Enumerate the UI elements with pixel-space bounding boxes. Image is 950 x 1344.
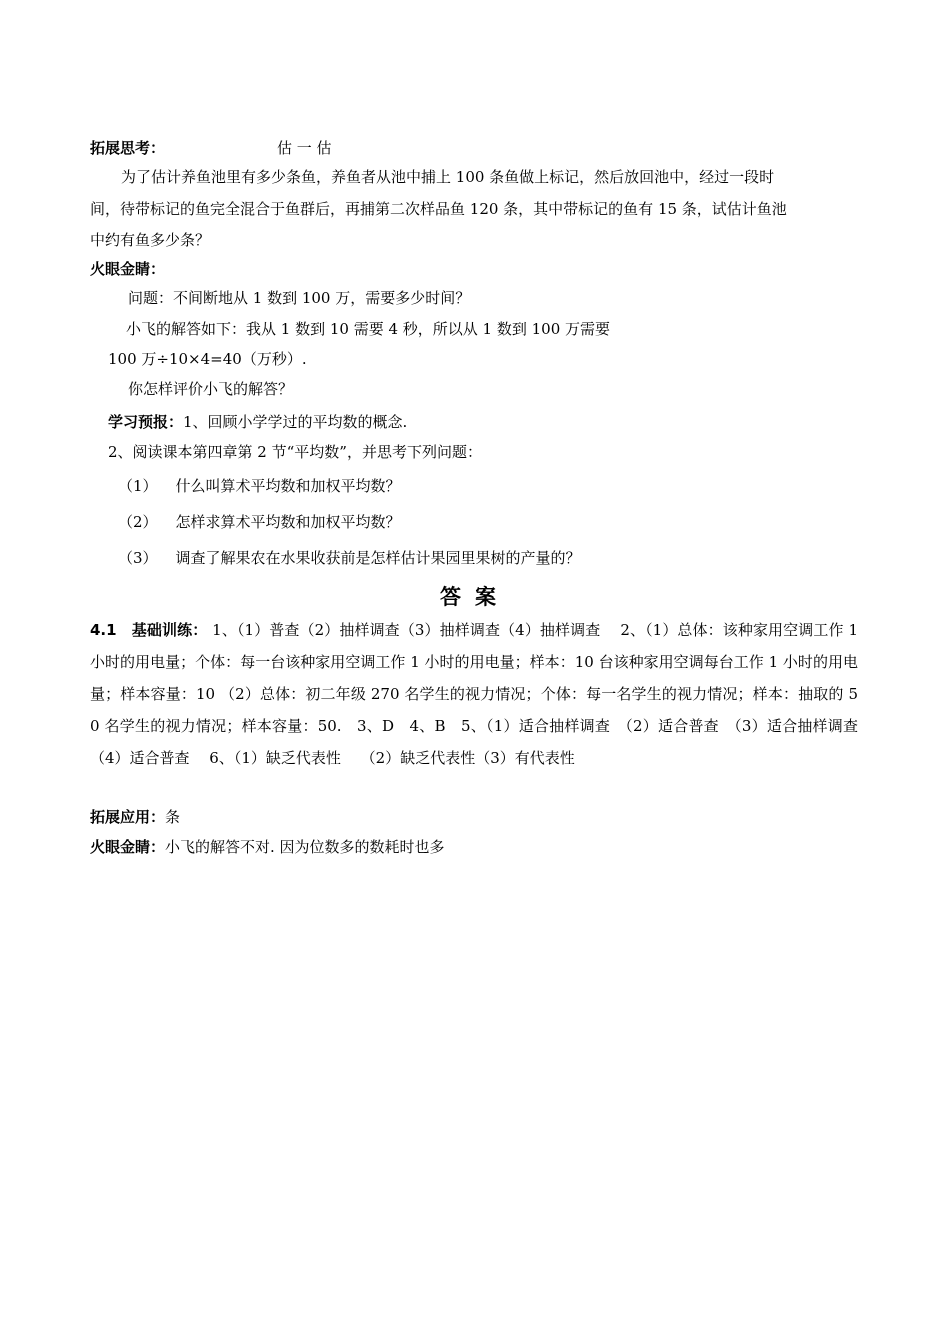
basic-training-answers (90, 614, 874, 774)
fish-problem-line-3: 中约有鱼多少条？ (90, 231, 211, 249)
sharp-eyes-answer-text: 小飞的解答不对. 因为位数多的数耗时也多 (165, 838, 445, 856)
sharp-eyes-prompt: 你怎样评价小飞的解答？ (128, 380, 294, 398)
fish-problem-line-2: 间，待带标记的鱼完全混合于鱼群后，再捕第二次样品鱼 120 条，其中带标记的鱼有 15 条，试估计鱼池 (90, 200, 787, 218)
extension-application-text: 条 (165, 808, 181, 826)
extension-application-answer (90, 807, 180, 827)
question-number: （2） (118, 513, 158, 531)
preview-question-row (118, 476, 401, 496)
question-number: （1） (118, 477, 158, 495)
basic-training-text: 1、（1）普查（2）抽样调查（3）抽样调查（4）抽样调查 2、（1）总体：该种家用空调工作 1 小时的用电量；个体：每一台该种家用空调工作 1 小时的用电量；样本：10 台该种家用空调每台工作 1 小时的用电量；样本容量：10 （2）总体：初二年级 270 名学生的视力情况；个体：每一名学生的视力情况；样本：抽取的 50 名学生的视力情况；样本容量：50. 3、D 4、B 5、（1）适合抽样调查 （2）适合普查 （3）适合抽样调查 （4）适合普查 6、（1）缺乏代表性 （2）缺乏代表性（3）有代表性 (90, 621, 874, 767)
sharp-eyes-question: 问题：不间断地从 1 数到 100 万，需要多少时间？ (128, 289, 471, 307)
preview-section (108, 412, 407, 432)
question-number: （3） (118, 549, 158, 567)
extension-thinking-heading: 拓展思考： (90, 139, 166, 157)
extension-thinking-section (90, 138, 332, 158)
sharp-eyes-heading: 火眼金睛： (90, 260, 166, 278)
question-text: 调查了解果农在水果收获前是怎样估计果园里果树的产量的？ (175, 549, 581, 567)
question-text: 怎样求算术平均数和加权平均数？ (175, 513, 401, 531)
preview-question-row (118, 512, 401, 532)
preview-heading: 学习预报： (108, 413, 184, 431)
basic-training-label: 4.1 基础训练： (90, 621, 208, 639)
question-text: 什么叫算术平均数和加权平均数？ (175, 477, 401, 495)
extension-application-label: 拓展应用： (90, 808, 166, 826)
answers-title: 答案 (440, 585, 510, 609)
preview-question-row (118, 548, 581, 568)
sharp-eyes-answer-label: 火眼金睛： (90, 838, 166, 856)
extension-thinking-subtitle: 估 一 估 (277, 139, 332, 157)
preview-item-1: 1、回顾小学学过的平均数的概念. (183, 413, 408, 431)
sharp-eyes-answer-line-1: 小飞的解答如下：我从 1 数到 10 需要 4 秒，所以从 1 数到 100 万需要 (126, 320, 611, 338)
preview-item-2: 2、阅读课本第四章第 2 节“平均数”，并思考下列问题： (108, 443, 482, 461)
sharp-eyes-answer-line-2: 100 万÷10×4=40（万秒）. (108, 350, 307, 368)
sharp-eyes-answer (90, 837, 445, 857)
fish-problem-line-1: 为了估计养鱼池里有多少条鱼，养鱼者从池中捕上 100 条鱼做上标记，然后放回池中，经过一段时 (121, 168, 775, 186)
